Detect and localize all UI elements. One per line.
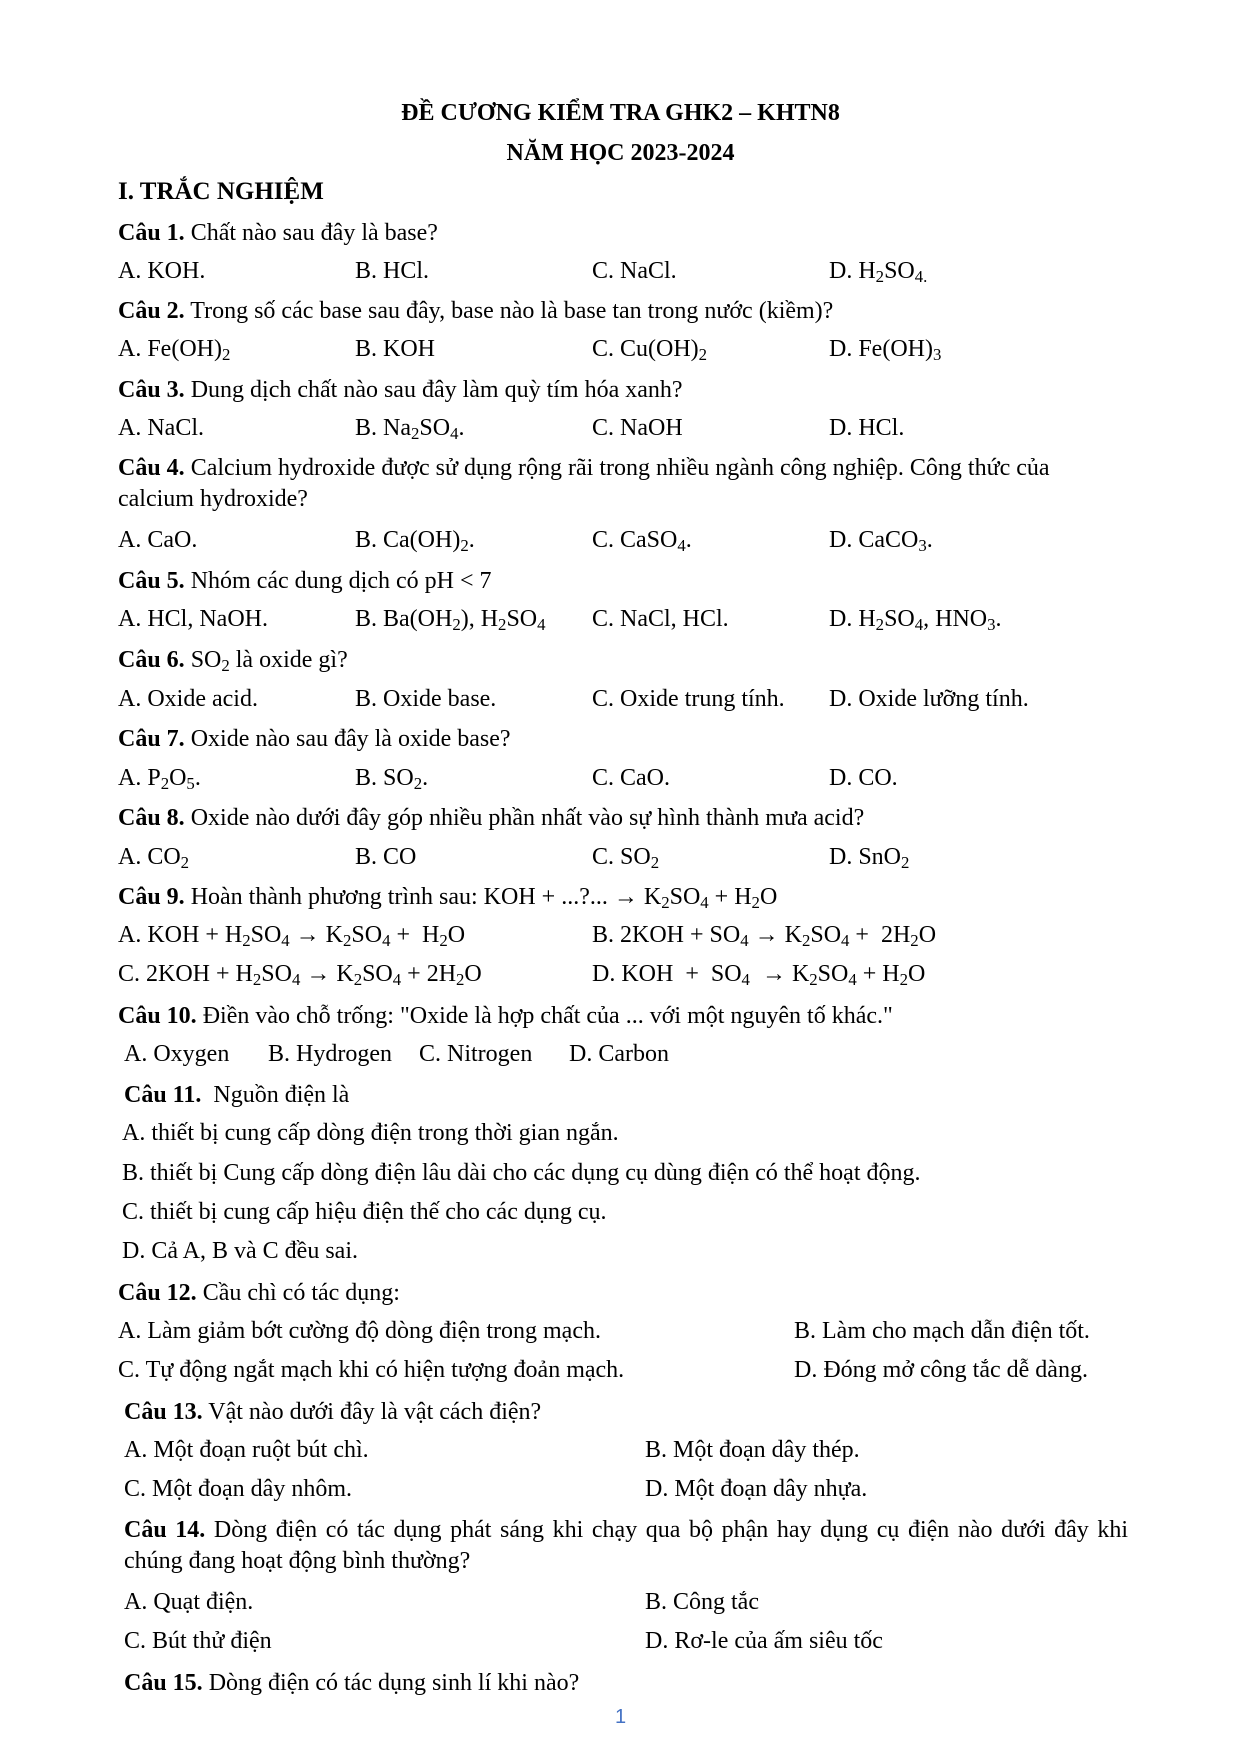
option-d: D. HCl. [829,415,905,441]
option-a: A. $Fe(OH)_2$ [118,336,231,365]
question-14: Câu 14. Dòng điện có tác dụng phát sáng khi chạy qua bộ phận hay dụng cụ điện nào dưới đây khi chúng đang hoạt động bình thường? [124,1517,1128,1574]
option-a: A. Oxide acid. [118,686,258,712]
option-c: C. Oxide trung tính. [592,686,785,712]
option-c: C. Nitrogen [419,1041,533,1067]
option-a: A. $P_2O_5$. [118,765,201,794]
option-c: C. NaOH [592,415,683,441]
option-c: C. CaO. [592,765,670,791]
option-b: B. CO [355,844,417,870]
option-d: D. $H_2SO_4$, $HNO_3$. [829,606,1002,635]
option-c: C. Tự động ngắt mạch khi có hiện tượng đoản mạch. [118,1357,625,1383]
option-d: D. CO. [829,765,898,791]
option-d: D. Một đoạn dây nhựa. [645,1476,868,1502]
option-c: C. NaCl, HCl. [592,606,729,632]
question-10: Câu 10. Điền vào chỗ trống: "Oxide là hợp chất của ... với một nguyên tố khác." [118,1003,893,1029]
option-a: A. Oxygen [124,1041,230,1067]
option-d: D. Carbon [569,1041,669,1067]
option-a: A. Một đoạn ruột bút chì. [124,1437,369,1463]
option-b: B. Oxide base. [355,686,497,712]
option-b: B. HCl. [355,258,430,284]
question-5: Câu 5. Nhóm các dung dịch có pH < 7 [118,568,492,594]
question-6: Câu 6. $SO_2$ là oxide gì? [118,647,348,676]
question-9: Câu 9. Hoàn thành phương trình sau: KOH + ...?... → $K_2SO_4 + H_2O$ [118,884,778,913]
option-b: B. Một đoạn dây thép. [645,1437,860,1463]
option-a: A. KOH + $H_2SO_4 \to K_2SO_4 + H_2O$ [118,922,466,951]
option-d: D. CaCO$_3$. [829,527,933,556]
option-b: B. thiết bị Cung cấp dòng điện lâu dài cho các dụng cụ dùng điện có thể hoạt động. [122,1160,921,1186]
question-7: Câu 7. Oxide nào sau đây là oxide base? [118,726,511,752]
option-a: A. KOH. [118,258,206,284]
option-b: B. Công tắc [645,1589,759,1615]
option-a: A. NaCl. [118,415,204,441]
option-b: B. $Ca(OH)_2$. [355,527,475,556]
option-d: D. Đóng mở công tắc dễ dàng. [794,1357,1088,1383]
question-12: Câu 12. Cầu chì có tác dụng: [118,1280,400,1306]
question-15: Câu 15. Dòng điện có tác dụng sinh lí khi nào? [124,1670,580,1696]
option-a: A. CaO. [118,527,198,553]
question-3: Câu 3. Dung dịch chất nào sau đây làm quỳ tím hóa xanh? [118,377,683,403]
option-b: B. Làm cho mạch dẫn điện tốt. [794,1318,1090,1344]
option-c: C. thiết bị cung cấp hiệu điện thế cho các dụng cụ. [122,1199,607,1225]
option-b: B. $2KOH + SO_4 \to K_2SO_4 + 2H_2O$ [592,922,937,951]
option-d: D. Oxide lưỡng tính. [829,686,1029,712]
option-c: C. Một đoạn dây nhôm. [124,1476,352,1502]
option-b: B. $Ba(OH_2)$, $H_2SO_4$ [355,606,546,635]
option-c: C. NaCl. [592,258,677,284]
option-a: A. thiết bị cung cấp dòng điện trong thời gian ngắn. [122,1120,619,1146]
option-d: D. $Fe(OH)_3$ [829,336,942,365]
question-2: Câu 2. Trong số các base sau đây, base nào là base tan trong nước (kiềm)? [118,298,834,324]
option-b: B. $Na_2SO_4$. [355,415,465,444]
option-d: D. $H_2SO_{4.}$ [829,258,928,287]
option-b: B. $SO_2$. [355,765,429,794]
option-c: C. $SO_2$ [592,844,660,873]
option-c: C. Bút thử điện [124,1628,272,1654]
option-b: B. Hydrogen [268,1041,392,1067]
option-c: C. $Cu(OH)_2$ [592,336,708,365]
option-a: A. Quạt điện. [124,1589,254,1615]
page-number: 1 [614,1706,627,1728]
school-year: NĂM HỌC 2023-2024 [506,140,735,166]
option-d: D. Cả A, B và C đều sai. [122,1238,358,1264]
option-a: A. $CO_2$ [118,844,190,873]
option-c: C. $2KOH + H_2SO_4 \to K_2SO_4 + 2H_2O$ [118,961,482,990]
question-1: Câu 1. Chất nào sau đây là base? [118,220,438,246]
question-13: Câu 13. Vật nào dưới đây là vật cách điện? [124,1399,542,1425]
section-heading: I. TRẮC NGHIỆM [118,178,324,205]
option-d: D. KOH + $SO_4 \to K_2SO_4 + H_2O$ [592,961,926,990]
option-a: A. HCl, NaOH. [118,606,268,632]
question-4: Câu 4. Calcium hydroxide được sử dụng rộng rãi trong nhiều ngành công nghiệp. Công thức của calcium hydroxide? [118,455,1050,512]
option-a: A. Làm giảm bớt cường độ dòng điện trong mạch. [118,1318,601,1344]
question-8: Câu 8. Oxide nào dưới đây góp nhiều phần nhất vào sự hình thành mưa acid? [118,805,865,831]
option-d: D. SnO$_2$ [829,844,910,873]
option-b: B. KOH [355,336,436,362]
document-title: ĐỀ CƯƠNG KIỂM TRA GHK2 – KHTN8 [401,100,840,126]
question-11: Câu 11. Nguồn điện là [124,1082,350,1108]
option-d: D. Rơ-le của ấm siêu tốc [645,1628,883,1654]
option-c: C. CaSO$_4$. [592,527,692,556]
